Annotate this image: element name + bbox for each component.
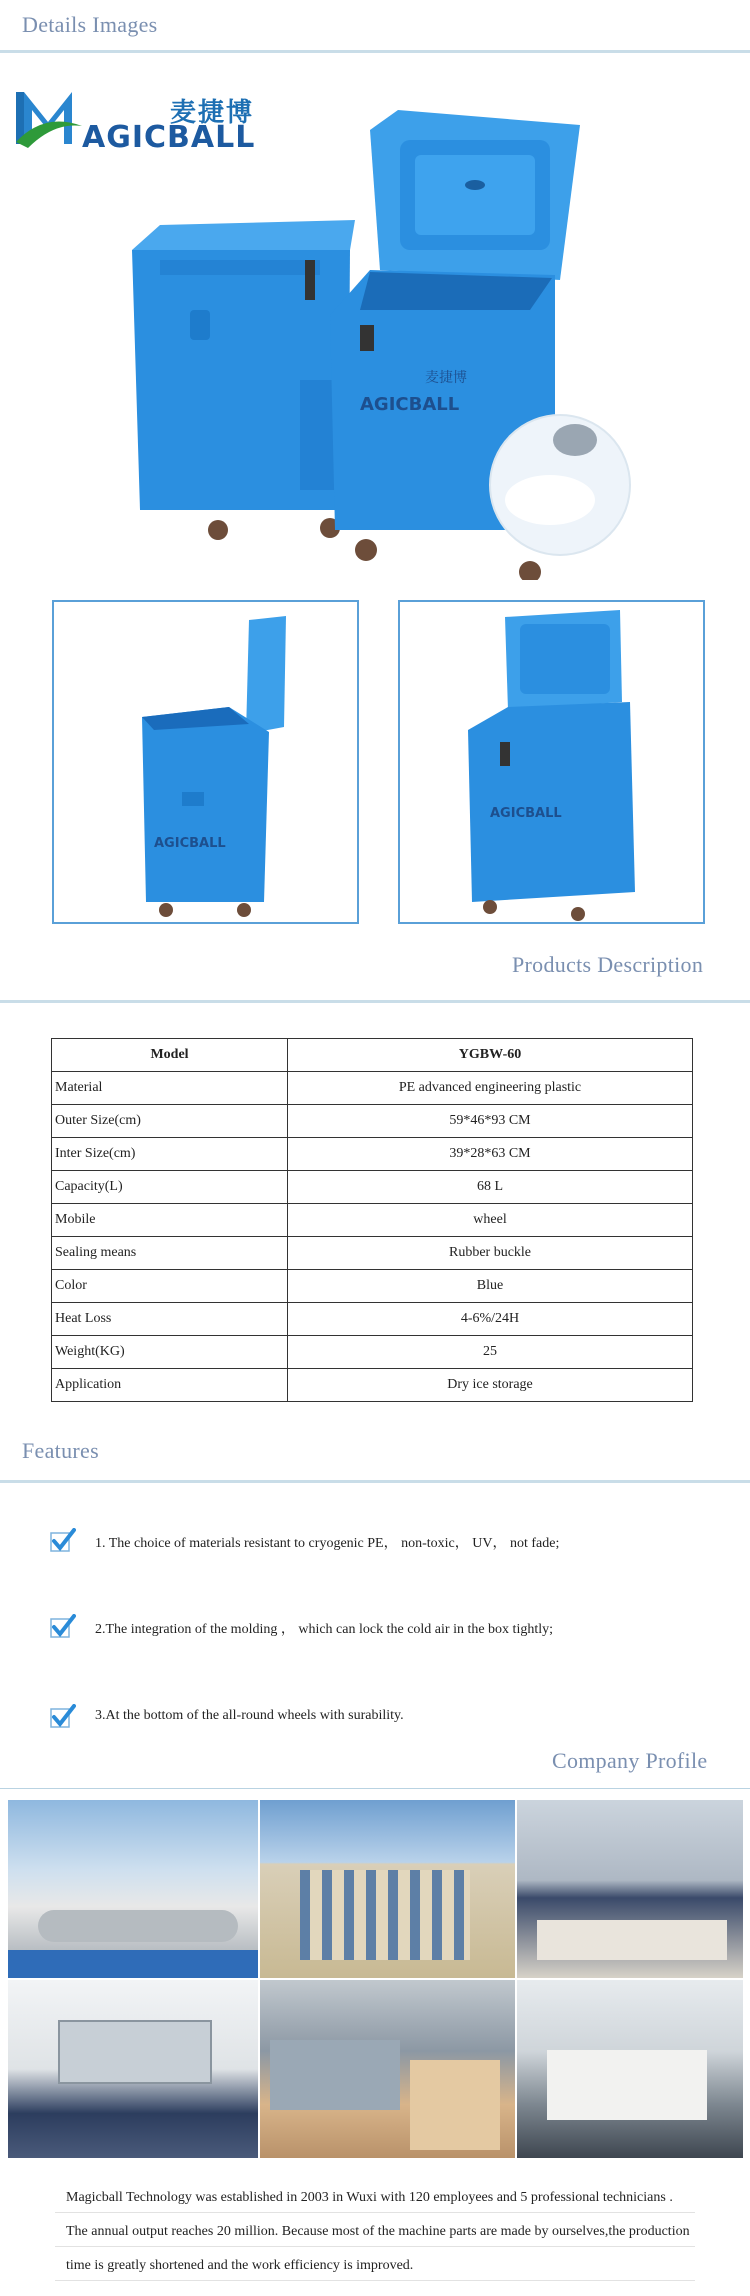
section-title-details-images: Details Images xyxy=(22,12,158,37)
row-label: Inter Size(cm) xyxy=(52,1138,288,1171)
svg-text:AGICBALL: AGICBALL xyxy=(154,836,226,851)
table-row xyxy=(52,1072,693,1105)
brand-english-name: AGICBALL xyxy=(82,120,256,155)
row-value: 4-6%/24H xyxy=(288,1303,693,1336)
product-image-open-lid xyxy=(52,600,359,924)
company-description-line1: Magicball Technology was established in 2003 in Wuxi with 120 employees and 5 professional technicians . xyxy=(66,2190,673,2205)
section-divider xyxy=(0,50,750,53)
table-row xyxy=(52,1303,693,1336)
checkbox-checked-icon xyxy=(50,1528,76,1554)
table-row xyxy=(52,1270,693,1303)
table-row xyxy=(52,1171,693,1204)
table-row xyxy=(52,1369,693,1402)
row-label: Outer Size(cm) xyxy=(52,1105,288,1138)
row-label: Material xyxy=(52,1072,288,1105)
feature-text: 2.The integration of the molding ， which can lock the cold air in the box tightly; xyxy=(95,1622,554,1637)
row-label: Weight(KG) xyxy=(52,1336,288,1369)
table-row xyxy=(52,1204,693,1237)
row-value: Rubber buckle xyxy=(288,1237,693,1270)
section-divider xyxy=(0,1000,750,1003)
brand-chinese-name: 麦捷博 xyxy=(170,98,255,128)
photo-meeting-room xyxy=(8,1980,258,2158)
row-value: 68 L xyxy=(288,1171,693,1204)
photo-office-building xyxy=(260,1800,515,1978)
row-value: 39*28*63 CM xyxy=(288,1138,693,1171)
row-label: Mobile xyxy=(52,1204,288,1237)
photo-team-meeting xyxy=(517,1800,743,1978)
row-value: 25 xyxy=(288,1336,693,1369)
table-row xyxy=(52,1336,693,1369)
company-description-line2: The annual output reaches 20 million. Because most of the machine parts are made by ourselves,the production xyxy=(66,2224,690,2239)
spec-table xyxy=(51,1038,693,1402)
row-label: Color xyxy=(52,1270,288,1303)
feature-text: 1. The choice of materials resistant to cryogenic PE， non-toxic， UV， not fade; xyxy=(95,1536,560,1551)
row-value: 59*46*93 CM xyxy=(288,1105,693,1138)
photo-factory-trucks xyxy=(8,1800,258,1978)
company-text-divider xyxy=(55,2246,695,2247)
section-title-products-description: Products Description xyxy=(512,952,704,977)
feature-text: 3.At the bottom of the all-round wheels with surability. xyxy=(95,1708,404,1723)
product-logo-cn: 麦捷博 xyxy=(425,370,467,386)
row-label: Application xyxy=(52,1369,288,1402)
row-value: wheel xyxy=(288,1204,693,1237)
table-header-label: Model xyxy=(52,1039,288,1072)
table-row xyxy=(52,1237,693,1270)
svg-text:AGICBALL: AGICBALL xyxy=(490,806,562,821)
checkbox-checked-icon xyxy=(50,1704,76,1730)
section-title-features: Features xyxy=(22,1438,99,1463)
row-value: PE advanced engineering plastic xyxy=(288,1072,693,1105)
product-image-front xyxy=(398,600,705,924)
row-value: Dry ice storage xyxy=(288,1369,693,1402)
photo-production-line xyxy=(517,1980,743,2158)
table-header-row xyxy=(52,1039,693,1072)
product-logo-en: AGICBALL xyxy=(360,394,460,415)
section-divider xyxy=(0,1788,750,1789)
checkbox-checked-icon xyxy=(50,1614,76,1640)
row-label: Sealing means xyxy=(52,1237,288,1270)
section-divider xyxy=(0,1480,750,1483)
section-title-company-profile: Company Profile xyxy=(552,1748,708,1773)
product-main-image xyxy=(120,110,640,580)
company-photo-grid xyxy=(8,1800,743,2158)
photo-workshop-machines xyxy=(260,1980,515,2158)
table-row xyxy=(52,1138,693,1171)
table-header-value: YGBW-60 xyxy=(288,1039,693,1072)
company-text-divider xyxy=(55,2212,695,2213)
table-row xyxy=(52,1105,693,1138)
row-label: Heat Loss xyxy=(52,1303,288,1336)
row-label: Capacity(L) xyxy=(52,1171,288,1204)
row-value: Blue xyxy=(288,1270,693,1303)
company-text-divider xyxy=(55,2280,695,2281)
magicball-logo-icon xyxy=(14,82,84,150)
company-description-line3: time is greatly shortened and the work efficiency is improved. xyxy=(66,2258,414,2273)
